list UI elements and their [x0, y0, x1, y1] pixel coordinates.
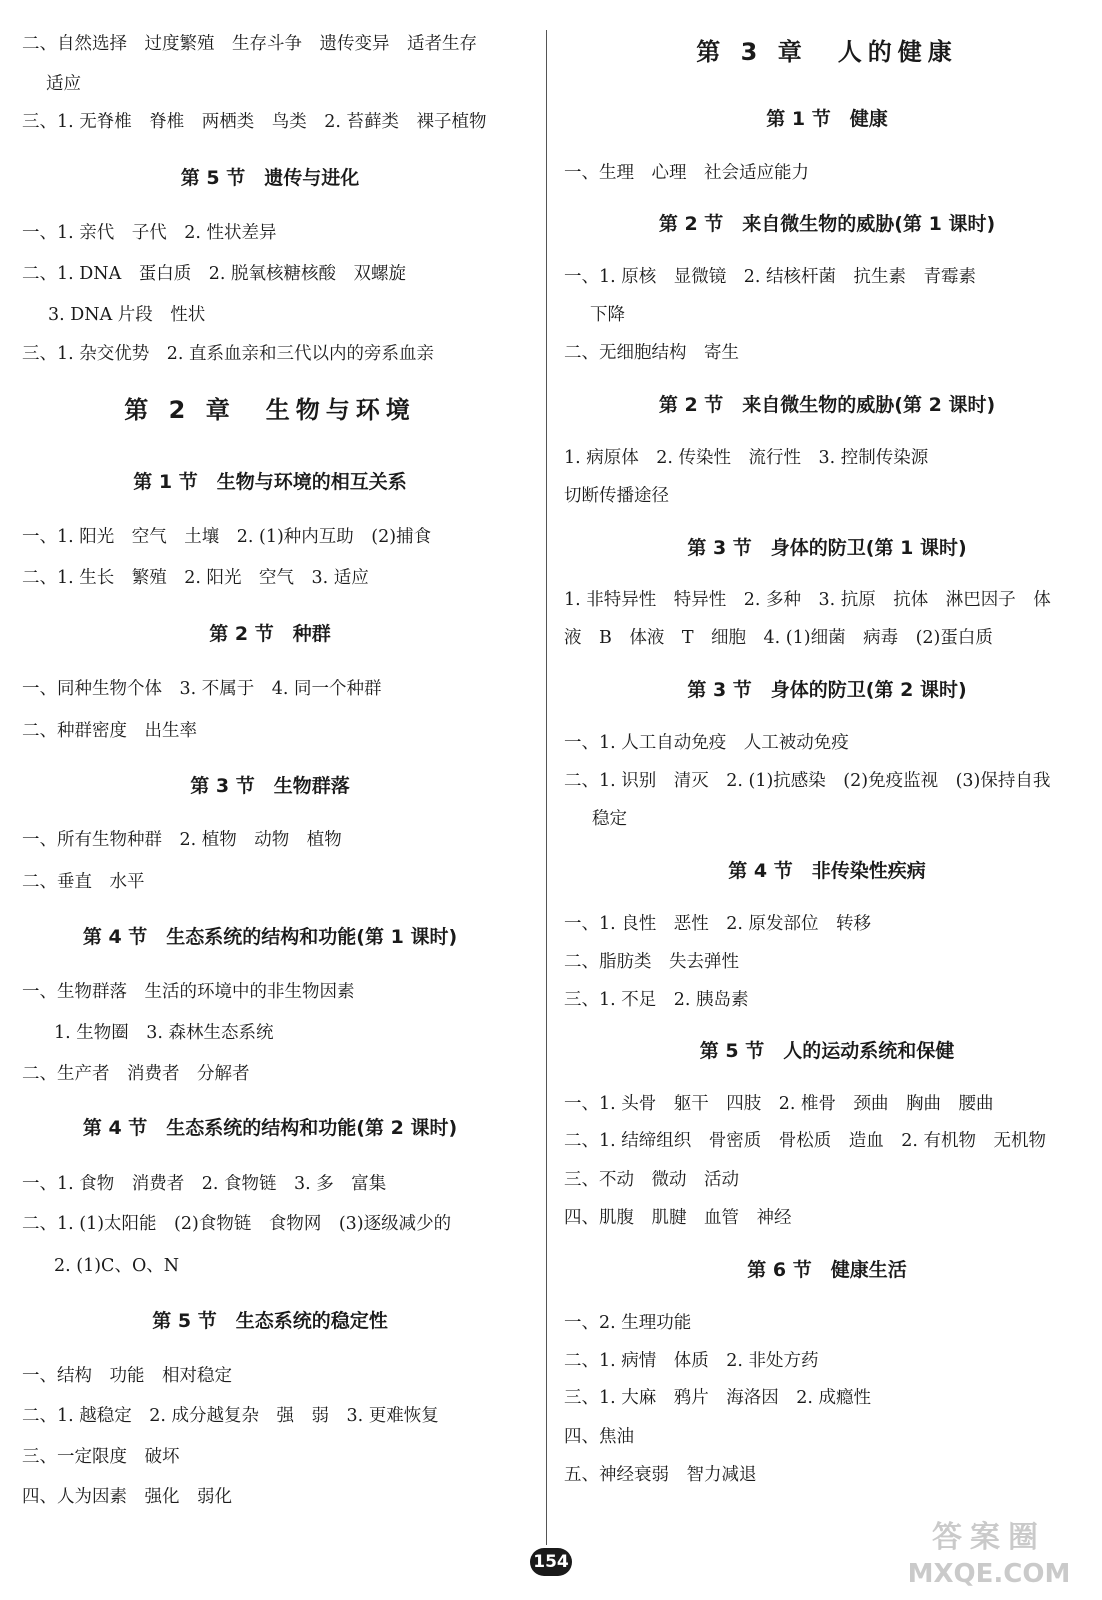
answer-line: 一、同种生物个体 3. 不属于 4. 同一个种群 — [22, 679, 382, 699]
answer-line: 一、结构 功能 相对稳定 — [22, 1366, 232, 1386]
answer-line: 四、肌腹 肌腱 血管 神经 — [564, 1208, 792, 1228]
answer-line: 下降 — [590, 305, 625, 325]
answer-line: 一、1. 头骨 躯干 四肢 2. 椎骨 颈曲 胸曲 腰曲 — [564, 1094, 994, 1114]
answer-line: 三、1. 不足 2. 胰岛素 — [564, 990, 749, 1010]
watermark-logo — [884, 1518, 1094, 1596]
answer-line: 三、一定限度 破坏 — [22, 1447, 180, 1467]
section-heading: 第 2 节 种群 — [209, 623, 331, 645]
section-heading: 第 3 节 身体的防卫(第 2 课时) — [687, 679, 967, 701]
answer-line: 二、1. (1)太阳能 (2)食物链 食物网 (3)逐级减少的 — [22, 1214, 452, 1234]
watermark-url: MXQE.COM — [907, 1559, 1071, 1589]
answer-line: 四、人为因素 强化 弱化 — [22, 1487, 232, 1507]
page-number: 154 — [530, 1548, 572, 1576]
answer-line: 切断传播途径 — [564, 486, 669, 506]
answer-line: 一、1. 人工自动免疫 人工被动免疫 — [564, 733, 849, 753]
section-heading: 第 6 节 健康生活 — [747, 1259, 907, 1281]
answer-line: 二、1. DNA 蛋白质 2. 脱氧核糖核酸 双螺旋 — [22, 264, 406, 284]
section-heading: 第 4 节 非传染性疾病 — [728, 860, 926, 882]
answer-line: 3. DNA 片段 性状 — [48, 305, 206, 325]
answer-line: 稳定 — [592, 809, 627, 829]
answer-line: 一、1. 亲代 子代 2. 性状差异 — [22, 223, 277, 243]
section-heading: 第 2 节 来自微生物的威胁(第 1 课时) — [658, 213, 996, 235]
answer-line: 二、自然选择 过度繁殖 生存斗争 遗传变异 适者生存 — [22, 34, 477, 54]
answer-line: 2. (1)C、O、N — [54, 1256, 180, 1276]
answer-line: 二、1. 识别 清灭 2. (1)抗感染 (2)免疫监视 (3)保持自我 — [564, 771, 1051, 791]
answer-line: 三、1. 大麻 鸦片 海洛因 2. 成瘾性 — [564, 1388, 872, 1408]
section-heading: 第 4 节 生态系统的结构和功能(第 1 课时) — [82, 926, 458, 948]
chapter-heading: 第 3 章 人的健康 — [696, 38, 958, 66]
section-heading: 第 1 节 健康 — [766, 108, 888, 130]
answer-line: 1. 病原体 2. 传染性 流行性 3. 控制传染源 — [564, 448, 929, 468]
answer-line: 一、所有生物种群 2. 植物 动物 植物 — [22, 830, 342, 850]
answer-line: 一、1. 原核 显微镜 2. 结核杆菌 抗生素 青霉素 — [564, 267, 977, 287]
section-heading: 第 5 节 遗传与进化 — [180, 167, 360, 189]
column-divider — [546, 30, 547, 1545]
answer-line: 二、1. 越稳定 2. 成分越复杂 强 弱 3. 更难恢复 — [22, 1406, 439, 1426]
answer-line: 五、神经衰弱 智力减退 — [564, 1465, 757, 1485]
answer-line: 二、1. 结缔组织 骨密质 骨松质 造血 2. 有机物 无机物 — [564, 1131, 1047, 1151]
section-heading: 第 3 节 生物群落 — [190, 775, 350, 797]
answer-line: 二、垂直 水平 — [22, 872, 145, 892]
answer-line: 二、无细胞结构 寄生 — [564, 343, 739, 363]
section-heading: 第 2 节 来自微生物的威胁(第 2 课时) — [658, 394, 996, 416]
answer-line: 三、1. 杂交优势 2. 直系血亲和三代以内的旁系血亲 — [22, 344, 435, 364]
section-heading: 第 1 节 生物与环境的相互关系 — [133, 471, 407, 493]
answer-line: 一、2. 生理功能 — [564, 1313, 692, 1333]
answer-line: 一、1. 阳光 空气 土壤 2. (1)种内互助 (2)捕食 — [22, 527, 432, 547]
answer-line: 1. 非特异性 特异性 2. 多种 3. 抗原 抗体 淋巴因子 体 — [564, 590, 1051, 610]
section-heading: 第 5 节 人的运动系统和保健 — [699, 1040, 955, 1062]
answer-line: 适应 — [46, 74, 81, 94]
section-heading: 第 4 节 生态系统的结构和功能(第 2 课时) — [82, 1117, 458, 1139]
answer-line: 二、1. 病情 体质 2. 非处方药 — [564, 1351, 819, 1371]
answer-line: 1. 生物圈 3. 森林生态系统 — [54, 1023, 274, 1043]
section-heading: 第 5 节 生态系统的稳定性 — [152, 1310, 388, 1332]
answer-line: 四、焦油 — [564, 1427, 634, 1447]
answer-line: 一、生理 心理 社会适应能力 — [564, 163, 809, 183]
answer-line: 液 B 体液 T 细胞 4. (1)细菌 病毒 (2)蛋白质 — [564, 628, 993, 648]
chapter-heading: 第 2 章 生物与环境 — [124, 396, 416, 424]
answer-line: 一、1. 良性 恶性 2. 原发部位 转移 — [564, 914, 872, 934]
section-heading: 第 3 节 身体的防卫(第 1 课时) — [687, 537, 967, 559]
answer-line: 三、不动 微动 活动 — [564, 1170, 739, 1190]
answer-line: 二、1. 生长 繁殖 2. 阳光 空气 3. 适应 — [22, 568, 369, 588]
answer-line: 二、种群密度 出生率 — [22, 721, 197, 741]
answer-line: 一、1. 食物 消费者 2. 食物链 3. 多 富集 — [22, 1174, 387, 1194]
answer-line: 一、生物群落 生活的环境中的非生物因素 — [22, 982, 355, 1002]
answer-line: 二、脂肪类 失去弹性 — [564, 952, 739, 972]
watermark-text: 答案圈 — [932, 1520, 1046, 1555]
answer-line: 三、1. 无脊椎 脊椎 两栖类 鸟类 2. 苔藓类 裸子植物 — [22, 112, 487, 132]
answer-line: 二、生产者 消费者 分解者 — [22, 1064, 250, 1084]
